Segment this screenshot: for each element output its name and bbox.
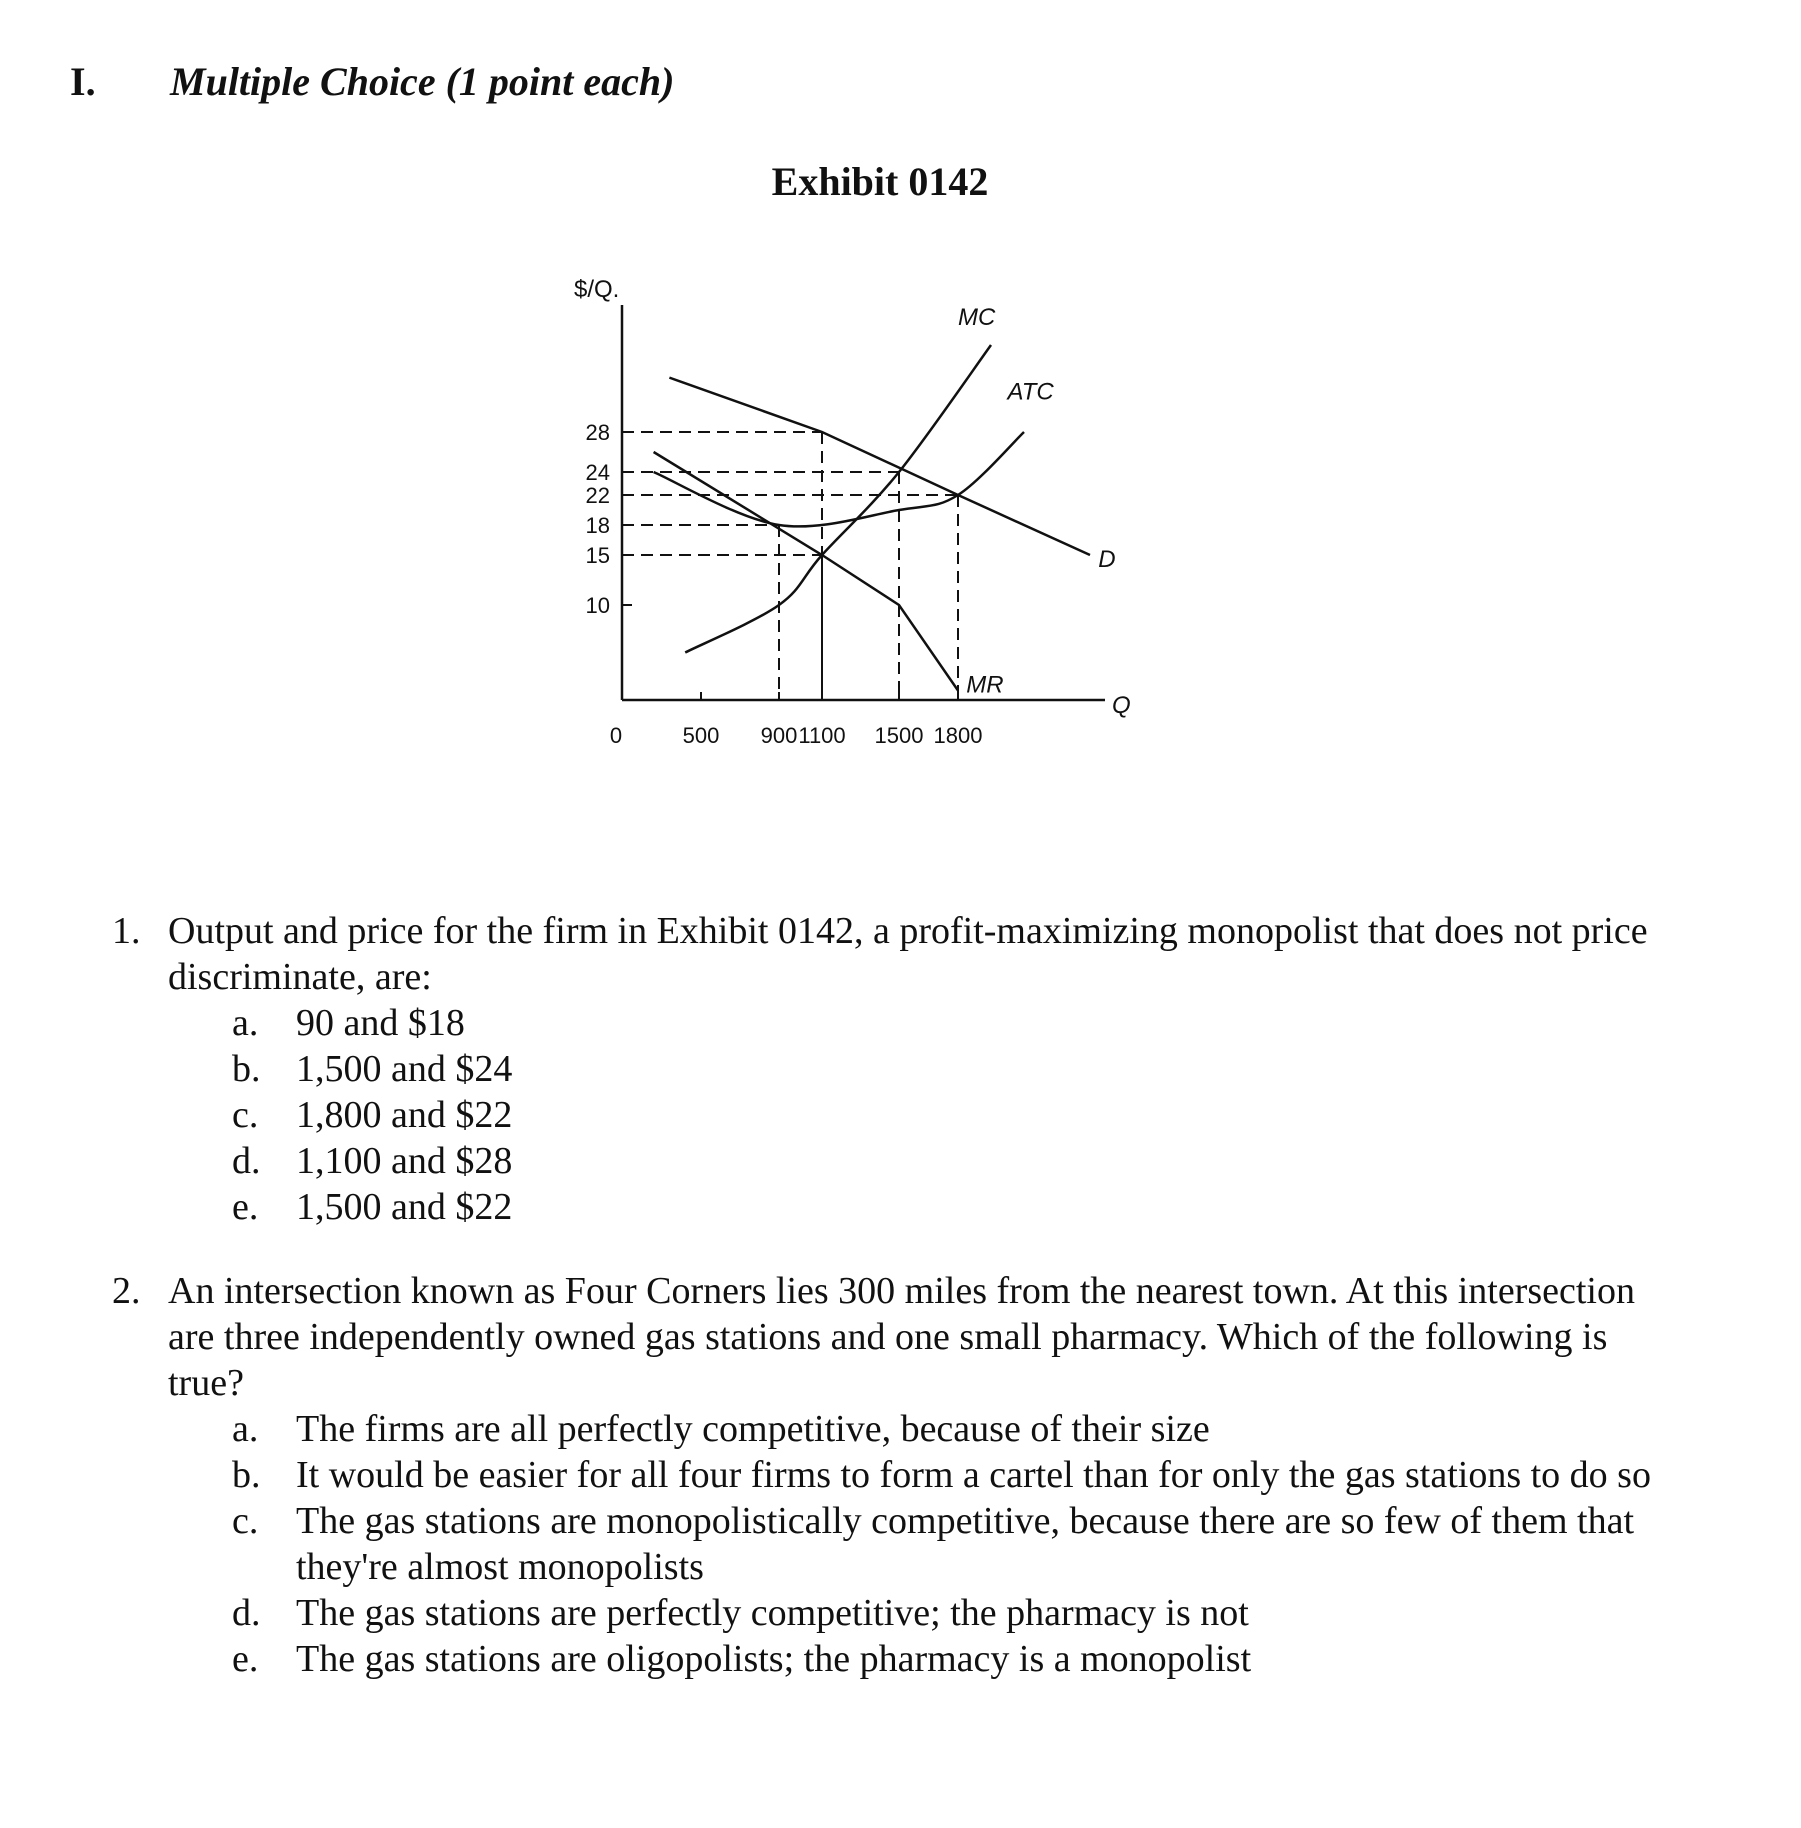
option-d[interactable] [232, 1590, 1672, 1636]
option-label: e. [232, 1186, 259, 1228]
option-text: 1,100 and $28 [296, 1140, 513, 1182]
option-label: d. [232, 1592, 261, 1634]
option-label: b. [232, 1454, 261, 1496]
y-axis-label: $/Q. [574, 276, 620, 303]
option-b[interactable] [232, 1046, 1672, 1092]
y-tick-label: 24 [585, 460, 610, 485]
origin-label: 0 [609, 723, 623, 745]
y-tick-label: 18 [585, 513, 610, 538]
y-tick-label: 22 [585, 483, 610, 508]
option-e[interactable] [232, 1184, 1672, 1230]
option-label: a. [232, 1408, 259, 1450]
x-tick-label: 1100 [798, 723, 846, 745]
option-d[interactable] [232, 1138, 1672, 1184]
option-c[interactable] [232, 1498, 1672, 1590]
question-stem: Output and price for the firm in Exhibit 0142, a profit-maximizing monopolist that does not price discriminate, are: [168, 910, 1648, 998]
option-text: The firms are all perfectly competitive, because of their size [296, 1408, 1210, 1450]
option-text: 1,500 and $24 [296, 1048, 513, 1090]
option-label: c. [232, 1094, 259, 1136]
curve-label-mc: MC [958, 304, 996, 331]
option-label: e. [232, 1638, 259, 1680]
option-text: The gas stations are monopolistically competitive, because there are so few of them that they're almost monopolists [296, 1500, 1634, 1588]
section-number: I. [70, 59, 96, 104]
option-label: a. [232, 1002, 259, 1044]
curve-label-atc: ATC [1007, 378, 1054, 406]
option-text: 1,800 and $22 [296, 1094, 513, 1136]
option-a[interactable] [232, 1406, 1672, 1452]
curve-label-mr: MR [966, 671, 1004, 699]
x-tick-label: 1500 [874, 723, 924, 745]
question-2 [112, 1268, 1672, 1682]
exhibit-chart [560, 265, 1180, 745]
option-list [232, 1000, 1672, 1230]
option-b[interactable] [232, 1452, 1672, 1498]
y-tick-label: 15 [585, 543, 610, 568]
option-text: 90 and $18 [296, 1002, 465, 1044]
section-title: Multiple Choice (1 point each) [170, 59, 675, 104]
option-text: The gas stations are oligopolists; the pharmacy is a monopolist [296, 1638, 1252, 1680]
option-text: It would be easier for all four firms to form a cartel than for only the gas stations to do so [296, 1454, 1651, 1496]
option-label: b. [232, 1048, 261, 1090]
chart-axes [622, 305, 1105, 700]
option-text: 1,500 and $22 [296, 1186, 513, 1228]
question-number: 2. [112, 1270, 141, 1312]
question-number: 1. [112, 910, 141, 952]
option-c[interactable] [232, 1092, 1672, 1138]
curve-label-d: D [1098, 546, 1116, 573]
x-tick-label: 900 [760, 723, 798, 745]
option-a[interactable] [232, 1000, 1672, 1046]
option-label: c. [232, 1500, 259, 1542]
x-axis-label: Q [1112, 692, 1131, 719]
option-label: d. [232, 1140, 261, 1182]
y-tick-label: 10 [585, 593, 610, 618]
x-tick-label: 500 [682, 723, 720, 745]
option-e[interactable] [232, 1636, 1672, 1682]
question-1 [112, 908, 1672, 1230]
x-tick-label: 1800 [933, 723, 983, 745]
curve-mr [654, 452, 958, 691]
chart-labels [574, 276, 1131, 745]
exhibit-title: Exhibit 0142 [771, 159, 989, 204]
curve-atc [654, 432, 1024, 526]
option-list [232, 1406, 1672, 1682]
y-tick-label: 28 [585, 420, 610, 445]
question-stem: An intersection known as Four Corners lies 300 miles from the nearest town. At this intersection are three independently owned gas stations and one small pharmacy. Which of the following is true? [168, 1270, 1635, 1404]
option-text: The gas stations are perfectly competitive; the pharmacy is not [296, 1592, 1249, 1634]
